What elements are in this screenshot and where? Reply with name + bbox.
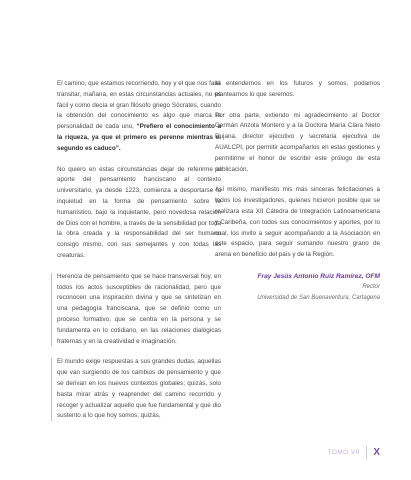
signature-institution: Universidad de San Buenaventura, Cartagena — [257, 294, 380, 301]
paragraph-congratulations — [215, 185, 380, 261]
socrates-quote: “Prefiero el conocimiento a la riqueza, ya que el primero es perenne mientras el segundo es caduco”. — [57, 123, 221, 152]
paragraph-text: al entendernos en los futuros y somos, podamos plantearnos lo que seremos. — [215, 80, 380, 98]
footer-divider — [366, 446, 367, 460]
paragraph-continuation — [215, 79, 380, 101]
left-column — [57, 79, 221, 432]
page-number: X — [373, 447, 380, 458]
paragraph-franciscan-thought — [57, 165, 221, 262]
paragraph-text: Así mismo, manifiesto mis más sinceras felicitaciones a todos los investigadores, quienes hicieron posible que se realizara esta XII Cátedra de Integración Latinoamericana y Caribeña, con todos sus conocimientos y aportes, por lo cual, los invito a seguir acompañando a la Asociación en este espacio, para seguir sumando nuestro grano de arena en beneficio del país y de la Región. — [215, 186, 380, 259]
paragraph-heritage — [57, 272, 221, 348]
right-column — [215, 79, 380, 304]
paragraph-body: El camino, que estamos recorriendo, hoy y el que nos falta transitar, mañana, en estas circunstancias actuales, no es fácil y como decía el gran filósofo griego Sócrates, cuando la obtención del conocimiento es algo que marca la personalidad de cada uno, — [57, 80, 221, 131]
page-footer — [320, 446, 380, 460]
volume-label: TOMO VII — [327, 449, 360, 456]
signature-block — [215, 271, 380, 304]
signature-role: Rector — [362, 283, 380, 290]
paragraph-text: Herencia de pensamiento que se hace transversal hoy, en todos los actos susceptibles de racionalidad, pero que reconocen una inspiración divina y que se sintetizan en una pedagogía franciscana, que se definió como un proceso formativo, que se centra en la persona y se fundamenta en lo cotidiano, en las relaciones dialógicas fraternas y en la creatividad e imaginación. — [57, 272, 221, 345]
paragraph-text — [57, 79, 221, 155]
paragraph-text: Por otra parte, extiendo mi agradecimiento al Doctor Germán Anzola Montero y a la Doctora María Clara Nieto Rujana, director ejecutivo y secretaria ejecutiva de AUALCPI, por permitir acompañarlos en estas gestiones y permitirme el honor de escribir este prólogo de esta publicación. — [215, 111, 380, 173]
paragraph-acknowledgement — [215, 111, 380, 176]
paragraph-text: No quiero en estas circunstancias dejar de referirme al aporte del pensamiento franciscano al contexto universitario, ya desde 1223, comienza a desportarse la inquietud en la forma de pensamiento sobre lo humanístico, bajo la inquietante, pero novedosa relación de Dios con el hombre, a través de la sensibilidad por toda la obra creada y la responsabilidad del ser humano consigo mismo, con sus semejantes y con todas las creaturas. — [57, 165, 221, 259]
paragraph-text: El mundo exige respuestas a sus grandes dudas, aquellas que van surgiendo de los cambios de pensamiento y que se derivan en los nuevos contextos globales; quizás, solo basta mirar atrás y reaprender del camino recorrido y recoger y actualizar aquello que fue fundamental y que dio sustento a lo que hoy somos; quizás, — [57, 358, 221, 420]
paragraph-socrates — [57, 79, 221, 155]
signature-name: Fray Jesús Antonio Ruiz Ramírez, OFM — [257, 272, 380, 280]
paragraph-world-demands — [57, 357, 221, 422]
